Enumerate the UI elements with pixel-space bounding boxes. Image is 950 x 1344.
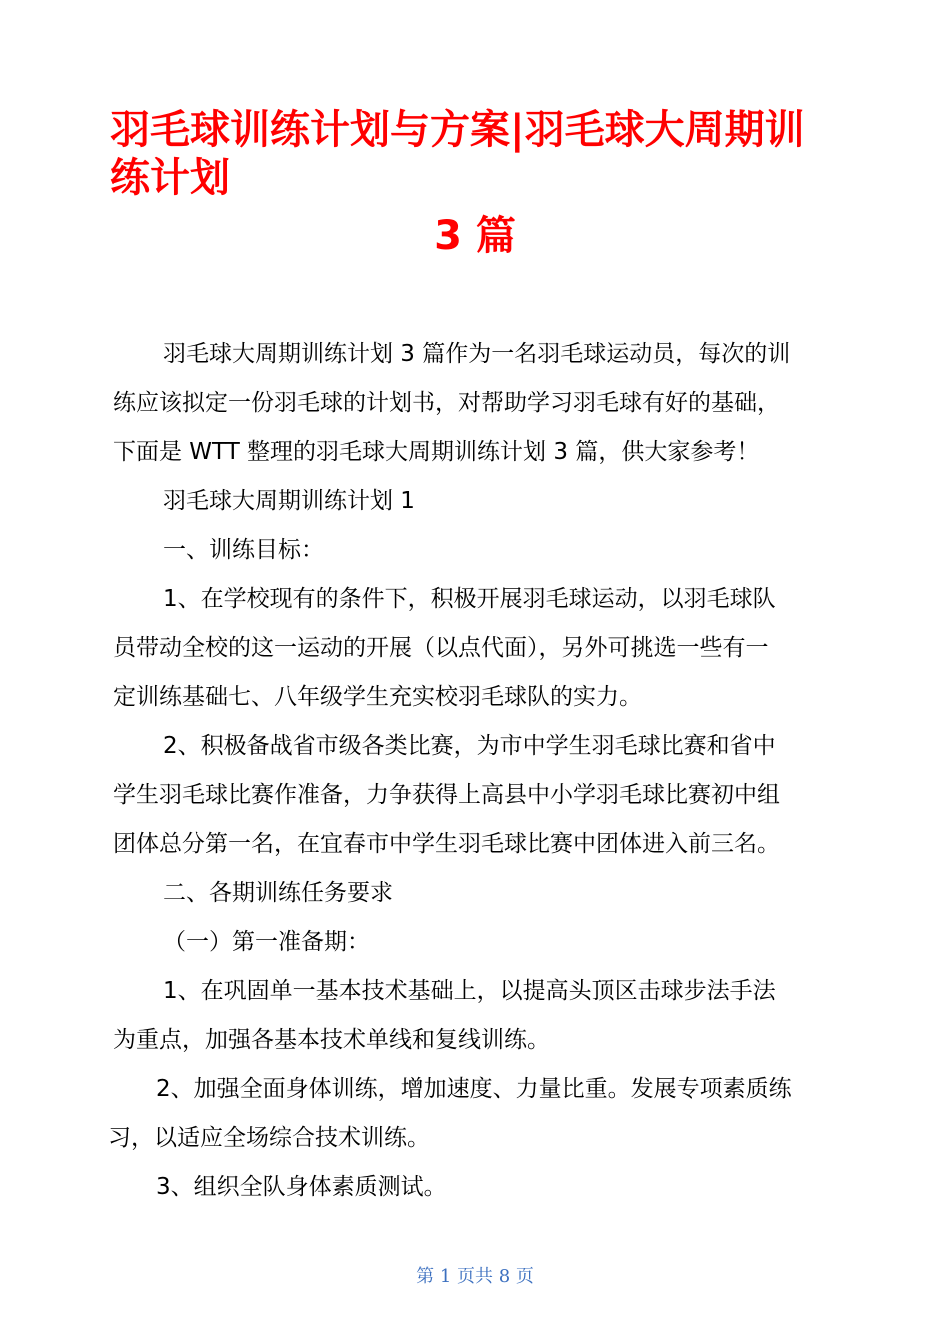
document-title-line-3: 3 篇 bbox=[434, 213, 516, 259]
intro-line-3: 下面是 WTT 整理的羽毛球大周期训练计划 3 篇，供大家参考！ bbox=[113, 439, 760, 465]
page-footer: 第 1 页共 8 页 bbox=[416, 1266, 534, 1287]
intro-line-1: 羽毛球大周期训练计划 3 篇作为一名羽毛球运动员，每次的训 bbox=[163, 341, 791, 367]
subsection-heading-prep: （一）第一准备期： bbox=[163, 929, 370, 955]
goal-2-line-3: 团体总分第一名，在宜春市中学生羽毛球比赛中团体进入前三名。 bbox=[113, 831, 780, 857]
section-heading-tasks: 二、各期训练任务要求 bbox=[163, 880, 393, 906]
goal-1-line-2: 员带动全校的这一运动的开展（以点代面），另外可挑选一些有一 bbox=[113, 635, 769, 661]
task-2-line-1: 2、加强全面身体训练，增加速度、力量比重。发展专项素质练 bbox=[156, 1076, 792, 1102]
intro-line-2: 练应该拟定一份羽毛球的计划书，对帮助学习羽毛球有好的基础， bbox=[113, 390, 780, 416]
task-2-line-2: 习，以适应全场综合技术训练。 bbox=[108, 1125, 430, 1151]
section-heading-goals: 一、训练目标： bbox=[163, 537, 324, 563]
task-3-line-1: 3、组织全队身体素质测试。 bbox=[156, 1174, 447, 1200]
goal-2-line-1: 2、积极备战省市级各类比赛，为市中学生羽毛球比赛和省中 bbox=[163, 733, 776, 759]
document-title-line-2: 练计划 bbox=[110, 155, 230, 201]
goal-1-line-3: 定训练基础七、八年级学生充实校羽毛球队的实力。 bbox=[113, 684, 642, 710]
document-title-line-1: 羽毛球训练计划与方案|羽毛球大周期训 bbox=[110, 107, 805, 153]
goal-1-line-1: 1、在学校现有的条件下，积极开展羽毛球运动，以羽毛球队 bbox=[163, 586, 776, 612]
goal-2-line-2: 学生羽毛球比赛作准备，力争获得上高县中小学羽毛球比赛初中组 bbox=[113, 782, 780, 808]
section-heading-plan-1: 羽毛球大周期训练计划 1 bbox=[163, 488, 415, 514]
task-1-line-1: 1、在巩固单一基本技术基础上，以提高头顶区击球步法手法 bbox=[163, 978, 776, 1004]
task-1-line-2: 为重点，加强各基本技术单线和复线训练。 bbox=[113, 1027, 550, 1053]
